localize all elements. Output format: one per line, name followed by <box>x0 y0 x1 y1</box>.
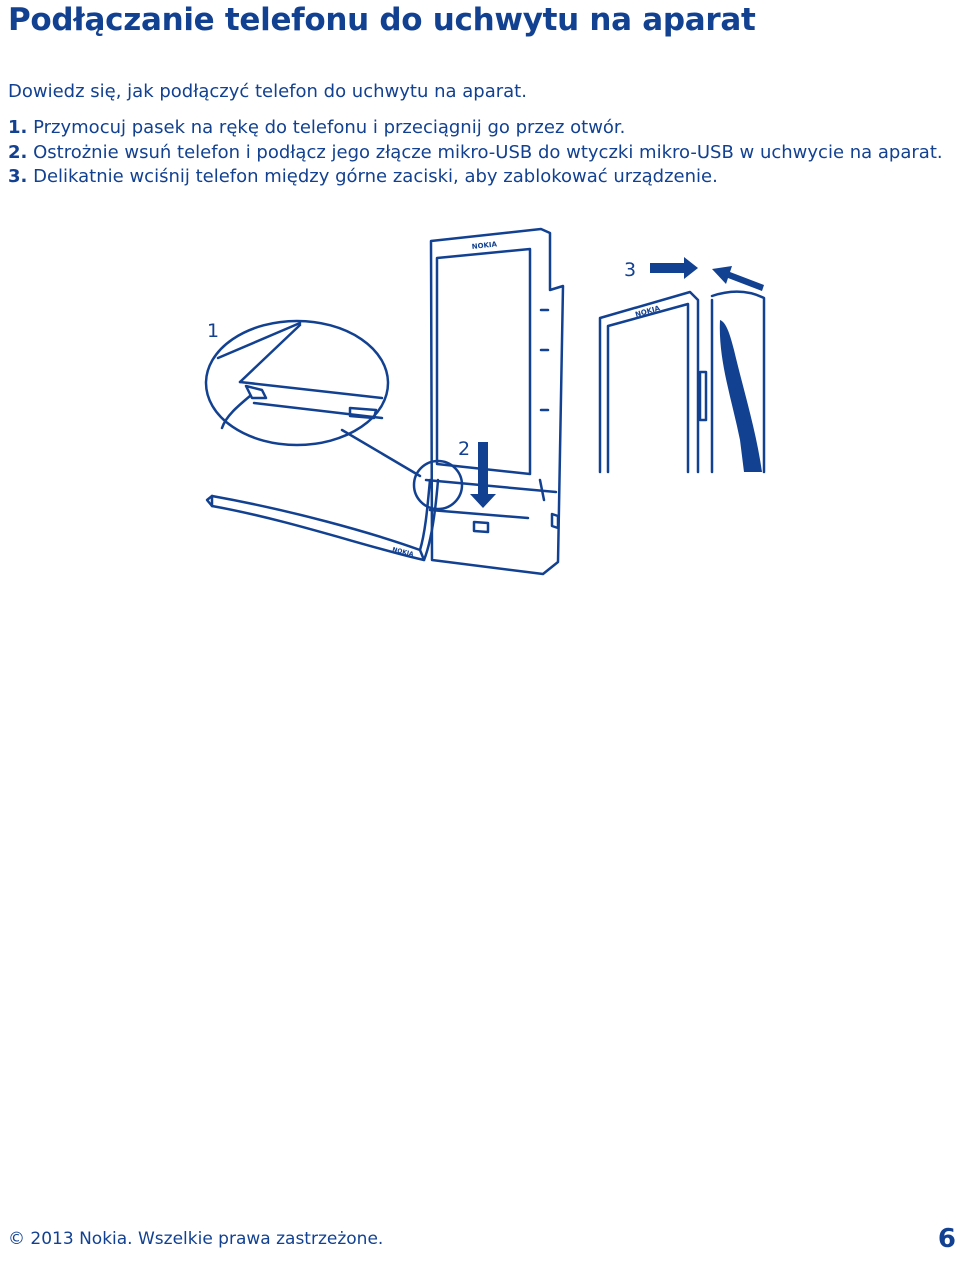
step-text: Ostrożnie wsuń telefon i podłącz jego złącze mikro-USB do wtyczki mikro-USB w uchwycie na aparat. <box>33 141 943 163</box>
push-arrow-left <box>712 266 764 291</box>
step-label-1: 1 <box>207 320 220 342</box>
brand-mark-text: NOKIA <box>634 304 661 319</box>
step-number: 3. <box>8 166 28 187</box>
footer-copyright: © 2013 Nokia. Wszelkie prawa zastrzeżone. <box>8 1229 384 1249</box>
step-number: 2. <box>8 141 28 163</box>
intro-text: Dowiedz się, jak podłączyć telefon do uchwytu na aparat. <box>8 81 527 102</box>
step-text: Delikatnie wciśnij telefon między górne zaciski, aby zablokować urządzenie. <box>33 166 718 187</box>
brand-mark-text: NOKIA <box>391 546 415 559</box>
brand-mark-text: NOKIA <box>471 240 498 251</box>
step-number: 1. <box>8 117 28 138</box>
step-label-3: 3 <box>624 259 637 281</box>
push-arrow-right <box>650 257 698 279</box>
page-title: Podłączanie telefonu do uchwytu na aparat <box>8 2 756 38</box>
step-label-2: 2 <box>458 438 471 460</box>
step-text: Przymocuj pasek na rękę do telefonu i przeciągnij go przez otwór. <box>33 117 626 138</box>
insert-arrow-down <box>470 442 496 508</box>
magnified-detail <box>206 321 420 476</box>
phone-in-grip <box>426 229 563 574</box>
page-number: 6 <box>937 1224 956 1254</box>
grip-clamp-fill <box>720 320 762 472</box>
